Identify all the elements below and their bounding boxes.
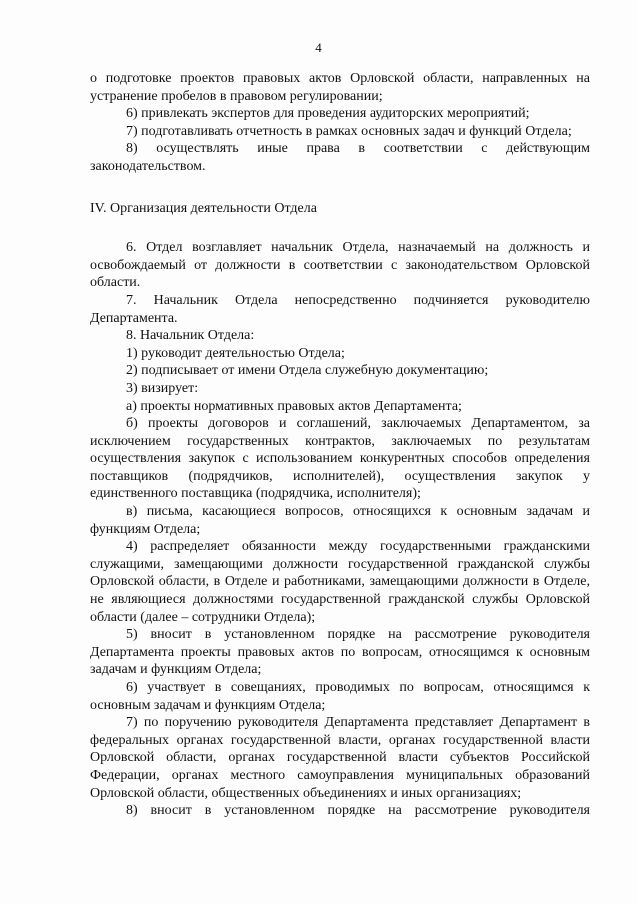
- page-number: 4: [315, 40, 322, 55]
- paragraph: 7) по поручению руководителя Департамента представляет Департамент в федеральных органах государственной власти, органах государственной власти Орловской области, органах государственной власти субъектов Российской Федерации, органах местного самоуправления муниципальных образований Орловской области, общественных объединениях и иных организациях;: [90, 715, 590, 801]
- paragraph: 6) участвует в совещаниях, проводимых по вопросам, относящимся к основным задачам и функциям Отдела;: [90, 680, 590, 713]
- paragraph: 8) вносит в установленном порядке на рассмотрение руководителя: [126, 803, 590, 819]
- paragraph: о подготовке проектов правовых актов Орловской области, направленных на устранение пробелов в правовом регулировании;: [90, 71, 590, 104]
- document-body: [90, 70, 590, 820]
- paragraph: а) проекты нормативных правовых актов Департамента;: [126, 398, 462, 414]
- paragraph: 4) распределяет обязанности между государственными гражданскими служащими, замещающими должности государственной гражданской службы Орловской области, в Отделе и работниками, замещающими должности в Отделе, не являющиеся должностями государственной гражданской службы Орловской области (далее – сотрудники Отдела);: [90, 539, 590, 625]
- paragraph: 5) вносит в установленном порядке на рассмотрение руководителя Департамента проекты правовых актов по вопросам, относящимся к основным задачам и функциям Отдела;: [90, 627, 590, 678]
- paragraph: 3) визирует:: [126, 380, 199, 396]
- section-heading: IV. Организация деятельности Отдела: [90, 200, 317, 216]
- paragraph: 8. Начальник Отдела:: [126, 328, 255, 344]
- paragraph: 7) подготавливать отчетность в рамках основных задач и функций Отдела;: [126, 123, 572, 139]
- paragraph: 6) привлекать экспертов для проведения аудиторских мероприятий;: [126, 106, 530, 122]
- paragraph: 6. Отдел возглавляет начальник Отдела, назначаемый на должность и освобождаемый от должности в соответствии с законодательством Орловской области.: [90, 240, 590, 291]
- paragraph: 7. Начальник Отдела непосредственно подчиняется руководителю Департамента.: [90, 292, 590, 326]
- paragraph: 2) подписывает от имени Отдела служебную документацию;: [126, 363, 489, 379]
- paragraph: 1) руководит деятельностью Отдела;: [126, 345, 345, 361]
- paragraph: б) проекты договоров и соглашений, заключаемых Департаментом, за исключением государственных контрактов, заключаемых по результатам осуществления закупок с использованием конкурентных способов определения поставщиков (подрядчиков, исполнителей), осуществления закупок у единственного поставщика (подрядчика, исполнителя);: [90, 416, 590, 502]
- paragraph: 8) осуществлять иные права в соответствии с действующим законодательством.: [90, 141, 590, 174]
- paragraph: в) письма, касающиеся вопросов, относящихся к основным задачам и функциям Отдела;: [90, 504, 590, 537]
